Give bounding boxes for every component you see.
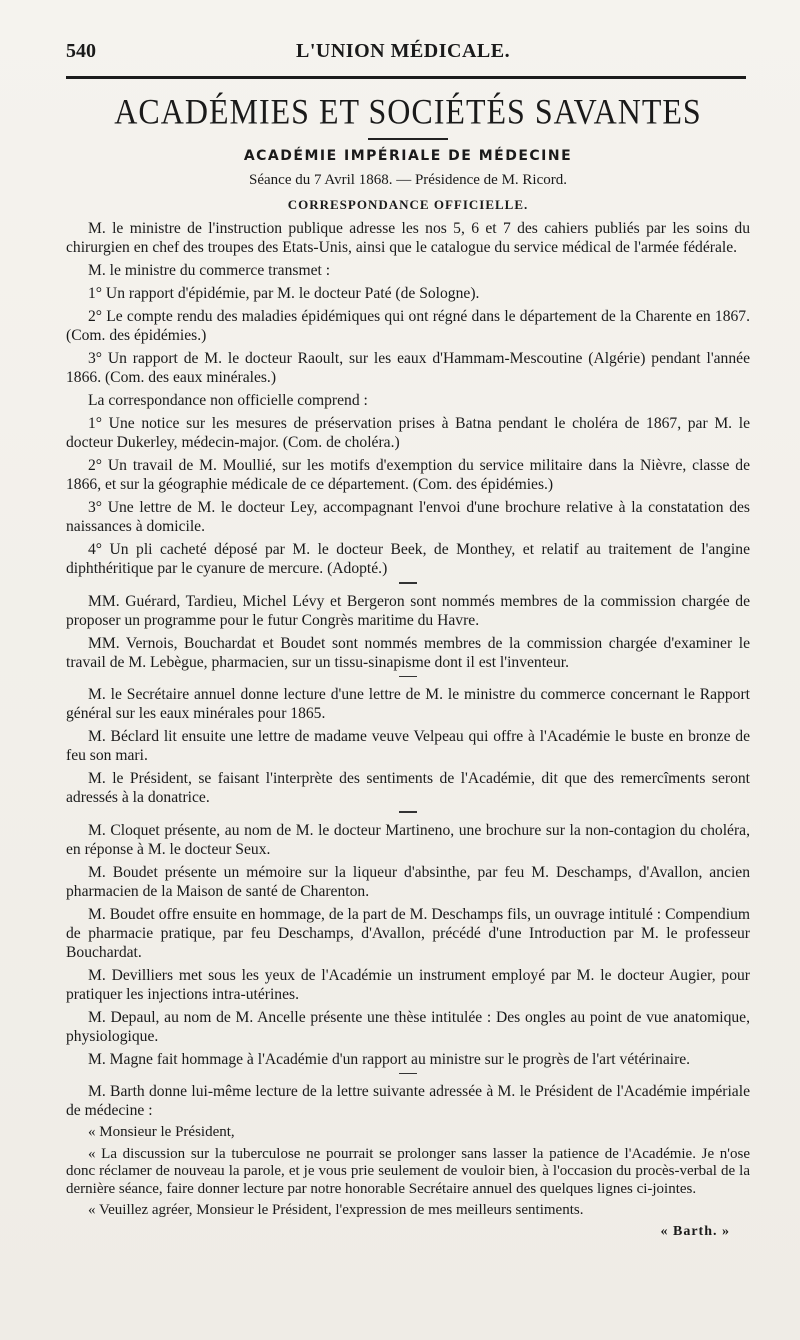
separator: [399, 582, 417, 584]
letter-salutation: « Monsieur le Président,: [88, 1124, 235, 1140]
letter-signature: « Barth. »: [660, 1223, 730, 1239]
paragraph: 4° Un pli cacheté déposé par M. le docteur Beek, de Monthey, et relatif au traitement de l'angine diphthéritique par le cyanure de mercure. (Adopté.): [66, 541, 750, 577]
paragraph: MM. Vernois, Bouchardat et Boudet sont nommés membres de la commission chargée d'examiner le travail de M. Lebègue, pharmacien, sur un tissu-sinapisme dont il est l'inventeur.: [66, 634, 750, 671]
paragraph: M. Boudet présente un mémoire sur la liqueur d'absinthe, par feu M. Deschamps, d'Avallon, ancien pharmacien de la Maison de santé de Charenton.: [66, 863, 750, 900]
title-rule: [368, 138, 448, 140]
header-rule: [66, 76, 746, 79]
correspondence-heading: CORRESPONDANCE OFFICIELLE.: [287, 197, 529, 212]
paragraph: 1° Une notice sur les mesures de préservation prises à Batna pendant le choléra de 1867, par M. le docteur Dukerley, médecin-major. (Com. de choléra.): [66, 415, 750, 451]
running-head: [66, 40, 750, 70]
journal-title: L'UNION MÉDICALE.: [296, 40, 511, 62]
paragraph: M. Magne fait hommage à l'Académie d'un rapport au ministre sur le progrès de l'art vétérinaire.: [88, 1050, 691, 1068]
paragraph: M. Barth donne lui-même lecture de la lettre suivante adressée à M. le Président de l'Académie impériale de médecine :: [66, 1083, 750, 1119]
paragraph: 3° Un rapport de M. le docteur Raoult, sur les eaux d'Hammam-Mescoutine (Algérie) pendant l'année 1866. (Com. des eaux minérales.): [66, 350, 750, 386]
paragraph: M. le ministre de l'instruction publique adresse les nos 5, 6 et 7 des cahiers publiés par les soins du chirurgien en chef des troupes des Etats-Unis, ainsi que le catalogue du service médical de l'armée fédérale.: [66, 220, 750, 256]
section-title: ACADÉMIES ET SOCIÉTÉS SAVANTES: [114, 90, 702, 132]
paragraph: M. Béclard lit ensuite une lettre de madame veuve Velpeau qui offre à l'Académie le buste en bronze de feu son mari.: [66, 728, 750, 764]
paragraph: 3° Une lettre de M. le docteur Ley, accompagnant l'envoi d'une brochure relative à la constatation des naissances à domicile.: [66, 499, 750, 535]
session-line: Séance du 7 Avril 1868. — Présidence de M. Ricord.: [249, 172, 567, 188]
paragraph: M. Depaul, au nom de M. Ancelle présente une thèse intitulée : Des ongles au point de vue anatomique, physiologique.: [66, 1008, 750, 1045]
page-number: 540: [66, 40, 96, 62]
paragraph: MM. Guérard, Tardieu, Michel Lévy et Bergeron sont nommés membres de la commission chargée de proposer un programme pour le futur Congrès maritime du Havre.: [66, 592, 750, 629]
paragraph: 2° Le compte rendu des maladies épidémiques qui ont régné dans le département de la Charente en 1867. (Com. des épidémies.): [66, 308, 750, 344]
paragraph: M. le ministre du commerce transmet :: [88, 262, 331, 279]
paragraph: 2° Un travail de M. Moullié, sur les motifs d'exemption du service militaire dans la Nièvre, classe de 1866, et sur la géographie médicale de ce département. (Com. des épidémies.): [66, 457, 750, 493]
separator: [399, 1073, 417, 1075]
paragraph: M. Boudet offre ensuite en hommage, de la part de M. Deschamps fils, un ouvrage intitulé : Compendium de pharmacie pratique, par feu Deschamps, d'Avallon, précédé d'une Introduction par M. le professeur Bouchardat.: [66, 905, 750, 961]
paragraph: M. le Président, se faisant l'interprète des sentiments de l'Académie, dit que des remercîments seront adressés à la donatrice.: [66, 770, 750, 806]
paragraph: M. le Secrétaire annuel donne lecture d'une lettre de M. le ministre du commerce concernant le Rapport général sur les eaux minérales pour 1865.: [66, 686, 750, 722]
paragraph: M. Cloquet présente, au nom de M. le docteur Martineno, une brochure sur la non-contagion du choléra, en réponse à M. le docteur Seux.: [66, 821, 750, 858]
paragraph: La correspondance non officielle comprend :: [88, 392, 368, 409]
academy-title: ACADÉMIE IMPÉRIALE DE MÉDECINE: [243, 148, 573, 164]
letter: [66, 1124, 750, 1240]
separator: [399, 676, 417, 678]
paragraph: 1° Un rapport d'épidémie, par M. le docteur Paté (de Sologne).: [88, 285, 480, 302]
letter-body: « La discussion sur la tuberculose ne pourrait se prolonger sans lasser la patience de l'Académie. Je n'ose donc réclamer de nouveau la parole, et je vous prie seulement de vouloir bien, à l'occasion du procès-verbal de la dernière séance, faire donner lecture par notre honorable Secrétaire annuel des quelques lignes ci-jointes.: [66, 1145, 750, 1197]
separator: [399, 811, 417, 813]
paragraph: M. Devilliers met sous les yeux de l'Académie un instrument employé par M. le docteur Augier, pour pratiquer les injections intra-utérines.: [66, 966, 750, 1003]
letter-closing: « Veuillez agréer, Monsieur le Président, l'expression de mes meilleurs sentiments.: [88, 1202, 584, 1218]
